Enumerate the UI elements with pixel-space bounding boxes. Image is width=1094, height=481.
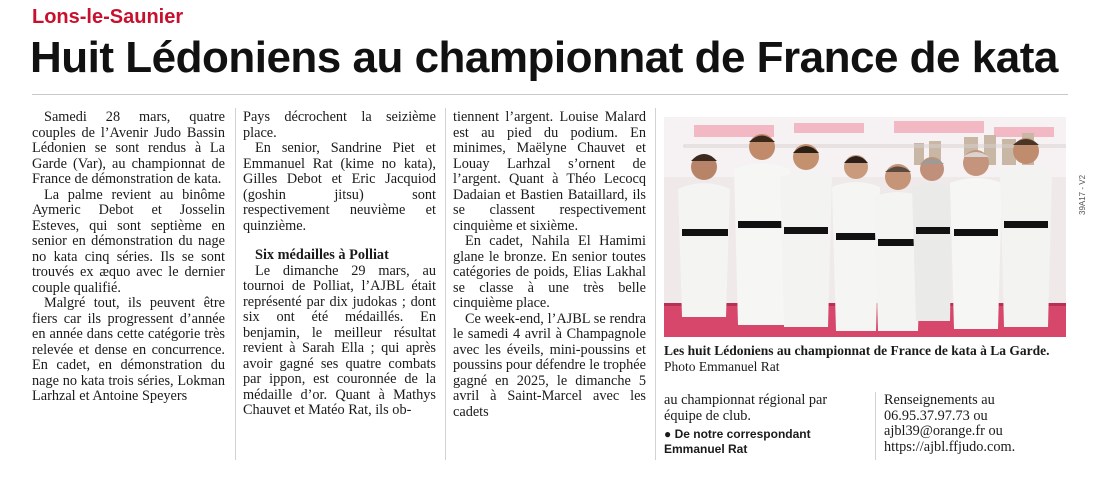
photo-credit: Photo Emmanuel Rat — [664, 359, 780, 374]
column-divider — [875, 392, 876, 460]
article-column-2 — [243, 110, 436, 462]
paragraph: tiennent l’argent. Louise Malard est au pied du podium. En minimes, Maëlyne Chauvet et Louay Larhzal s’ornent de l’argent. Quant à Théo Lecocq Dadaian et Bastien Bataillard, ils se classent respectivement cinquième et sixième. — [453, 110, 646, 234]
subheading: Six médailles à Polliat — [255, 247, 389, 263]
article-headline: Huit Lédoniens au championnat de France de kata — [30, 33, 1058, 82]
column-divider — [445, 108, 446, 460]
team-photo — [664, 117, 1066, 337]
info-box: Renseignements au 06.95.37.97.73 ou ajbl39@orange.fr ou https://ajbl.ffjudo.com. — [884, 392, 1016, 455]
column-divider — [655, 108, 656, 460]
paragraph: En cadet, Nahila El Hamimi glane le bronze. En senior toutes catégories de poids, Elias Lakhal se classe à une très belle cinquième place. — [453, 233, 646, 311]
paragraph: Samedi 28 mars, quatre couples de l’Avenir Judo Bassin Lédonien se sont rendus à La Garde (Var), au championnat de France de démonstration de kata. — [32, 110, 225, 187]
paragraph: En senior, Sandrine Piet et Emmanuel Rat (kime no kata), Gilles Debot et Eric Jacquiod (goshin jitsu) sont respectivement neuvième et quinzième. — [243, 140, 436, 234]
article-column-4 — [664, 393, 864, 457]
paragraph: au championnat régional par équipe de club. — [664, 392, 828, 424]
team-photo-image — [664, 117, 1066, 337]
correspondent-byline: ● De notre correspondant Emmanuel Rat — [664, 427, 811, 456]
paragraph: Ce week-end, l’AJBL se rendra le samedi 4 avril à Champagnole avec les éveils, mini-poussins et poussins pour défendre le trophée gagné en 2025, le dimanche 5 avril à Saint-Marcel avec les cadets — [453, 310, 646, 420]
column-divider — [235, 108, 236, 460]
caption-title: Les huit Lédoniens au championnat de France de kata à La Garde. — [664, 343, 1050, 358]
paragraph: Malgré tout, ils peuvent être fiers car ils progressent d’année en année dans cette catégorie très relevée et dense en concurrence. En cadet, en démonstration du nage no kata trois séries, Lokman Larhzal et Antoine Speyers — [32, 295, 225, 404]
page-folio: 39A17 - V2 — [1078, 174, 1087, 215]
article-column-3 — [453, 110, 646, 462]
paragraph: La palme revient au binôme Aymeric Debot et Josselin Esteves, qui sont septième en senior en démonstration du nage no kata cinq séries. Ils se sont trouvés ex æquo avec le dernier couple qualifié. — [32, 186, 225, 296]
photo-caption — [664, 343, 1066, 375]
article-column-1 — [32, 110, 225, 462]
paragraph: Le dimanche 29 mars, au tournoi de Polliat, l’AJBL était représenté par dix judokas ; dont six ont été médaillés. En benjamin, le meilleur résultat revient à Sarah Ella ; qui après avoir gagné ses quatre combats par ippon, est couronnée de la médaille d’or. Quant à Mathys Chauvet et Matéo Rat, ils ob- — [243, 262, 436, 418]
section-kicker: Lons-le-Saunier — [32, 6, 184, 28]
headline-rule — [32, 94, 1068, 95]
paragraph: Pays décrochent la seizième place. — [243, 110, 436, 141]
